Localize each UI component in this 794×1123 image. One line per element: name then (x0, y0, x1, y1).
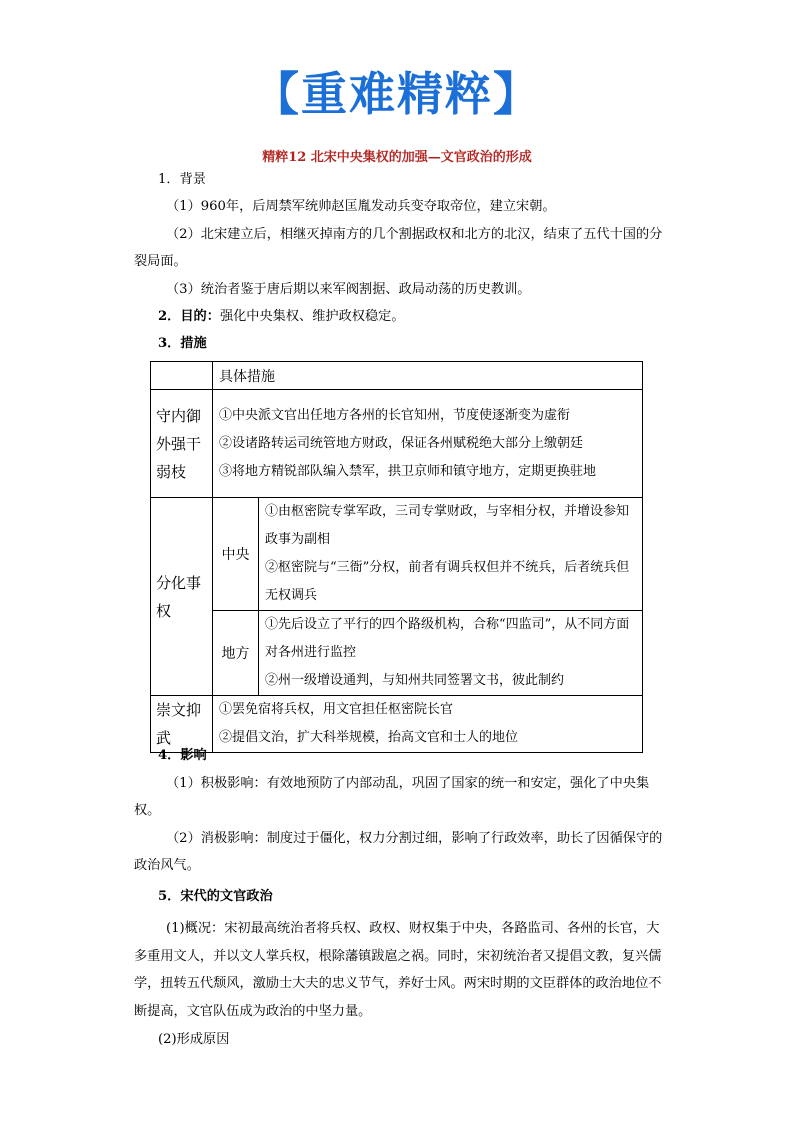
table-row-divide-local (151, 611, 643, 696)
measure-item: ②设诸路转运司统管地方财政，保证各州赋税绝大部分上缴朝廷 (219, 435, 584, 451)
section-heading-background: 1．背景 (158, 172, 206, 187)
measure-item: ①中央派文官出任地方各州的长官知州，节度使逐渐变为虚衔 (219, 407, 571, 423)
sub-category-central: 中央 (213, 498, 259, 611)
section-heading-civil-politics: 5．宋代的文官政治 (158, 889, 273, 904)
category-civil: 崇文抑武 (151, 696, 213, 753)
measures-strengthen (213, 390, 643, 498)
banner-title: 【重难精粹】 (253, 67, 541, 121)
section-heading-measures: 3．措施 (158, 336, 207, 351)
table-header-empty (151, 362, 213, 390)
category-divide: 分化事权 (151, 498, 213, 696)
impact-negative: （2）消极影响：制度过于僵化，权力分割过细，影响了行政效率，助长了因循保守的政治风气。 (134, 831, 663, 873)
measure-item: ①罢免宿将兵权，用文官担任枢密院长官 (219, 702, 454, 717)
sub-category-local: 地方 (213, 611, 259, 696)
measure-item: ②州一级增设通判，与知州共同签署文书，彼此制约 (265, 673, 565, 688)
impact-positive: （1）积极影响：有效地预防了内部动乱，巩固了国家的统一和安定，强化了中央集权。 (134, 776, 650, 818)
purpose-paragraph (158, 303, 688, 330)
table-row-divide-central (151, 498, 643, 611)
measure-item: ③将地方精锐部队编入禁军，拱卫京师和镇守地方，定期更换驻地 (219, 463, 597, 479)
table-header-cell: 具体措施 (213, 362, 643, 390)
background-item-3: （3）统治者鉴于唐后期以来军阀割据、政局动荡的历史教训。 (166, 282, 531, 297)
section-heading-purpose: 2．目的： (158, 309, 220, 324)
civil-politics-overview: (1)概况：宋初最高统治者将兵权、政权、财权集于中央，各路监司、各州的长官，大多重用文人，并以文人掌兵权，根除藩镇跋扈之祸。同时，宋初统治者又提倡文教，复兴儒学，扭转五代颓风，激励士大夫的忠义节气，养好士风。两宋时期的文臣群体的政治地位不断提高，文官队伍成为政治的中坚力量。 (134, 921, 662, 1019)
purpose-text: 强化中央集权、维护政权稳定。 (219, 309, 405, 324)
measures-table (150, 361, 643, 753)
section-heading-impact: 4．影响 (158, 748, 207, 763)
table-row-strengthen (151, 390, 643, 498)
measure-item: ①先后设立了平行的四个路级机构，合称“四监司”，从不同方面对各州进行监控 (265, 617, 630, 660)
table-header-row (151, 362, 643, 390)
measure-item: ②枢密院与“三衙”分权，前者有调兵权但并不统兵，后者统兵但无权调兵 (265, 560, 630, 603)
measures-central (259, 498, 643, 611)
measures-local (259, 611, 643, 696)
background-item-1: （1）960年，后周禁军统帅赵匡胤发动兵变夺取帝位，建立宋朝。 (166, 199, 556, 214)
background-item-2: （2）北宋建立后，相继灭掉南方的几个割据政权和北方的北汉，结束了五代十国的分裂局面。 (134, 227, 663, 269)
lesson-subtitle: 精粹12 北宋中央集权的加强—文官政治的形成 (262, 150, 532, 165)
measure-item: ①由枢密院专掌军政，三司专掌财政，与宰相分权，并增设参知政事为副相 (265, 504, 630, 547)
category-strengthen: 守内御外强干弱枝 (151, 390, 213, 498)
measure-item: ②提倡文治，扩大科举规模，抬高文官和士人的地位 (219, 730, 519, 745)
formation-reasons-heading: (2)形成原因 (158, 1032, 230, 1047)
